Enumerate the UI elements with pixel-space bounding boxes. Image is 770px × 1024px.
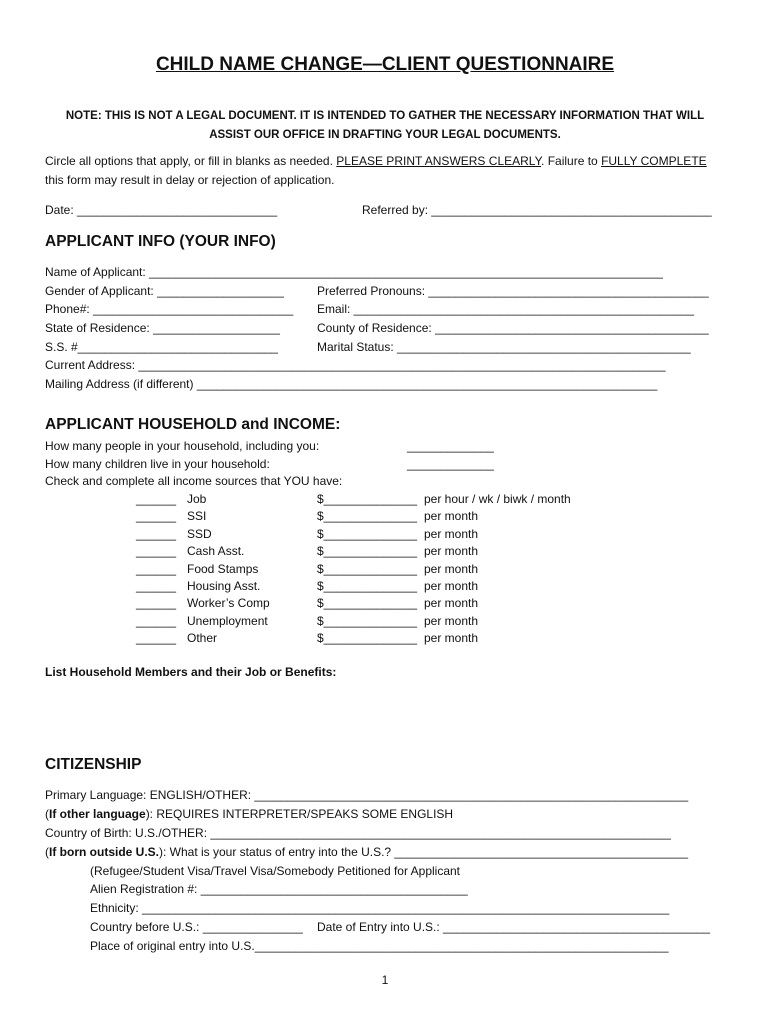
instructions-text-1: Circle all options that apply, or fill in blanks as needed. (45, 154, 337, 168)
instructions-line-2: this form may result in delay or rejection of application. (45, 173, 335, 187)
income-check-blank[interactable]: ______ (136, 631, 177, 645)
applicant-name-field[interactable]: Name of Applicant: _____________________________________________________________________________ (45, 265, 663, 279)
fully-complete-text: FULLY COMPLETE (601, 154, 707, 168)
gender-field[interactable]: Gender of Applicant: ___________________ (45, 284, 284, 298)
instructions-line-1 (45, 155, 707, 167)
date-field[interactable]: Date: ______________________________ (45, 203, 278, 217)
income-amount-blank[interactable]: $______________ (317, 562, 418, 576)
email-field[interactable]: Email: ___________________________________________________ (317, 302, 695, 316)
income-source-label: Other (187, 631, 218, 645)
entry-status-line[interactable]: (If born outside U.S.): What is your status of entry into the U.S.? ____________________________________________ (45, 845, 689, 859)
phone-field[interactable]: Phone#: ______________________________ (45, 302, 294, 316)
income-period-label: per month (424, 579, 479, 593)
income-source-label: Job (187, 492, 207, 506)
legal-note-line-2: ASSIST OUR OFFICE IN DRAFTING YOUR LEGAL DOCUMENTS. (209, 129, 561, 141)
income-period-label: per month (424, 544, 479, 558)
income-check-blank[interactable]: ______ (136, 562, 177, 576)
income-check-blank[interactable]: ______ (136, 509, 177, 523)
ethnicity-field[interactable]: Ethnicity: _______________________________________________________________________________ (90, 901, 670, 915)
alien-registration-field[interactable]: Alien Registration #: ________________________________________ (90, 882, 468, 896)
household-children-question: How many children live in your household: (45, 457, 270, 471)
household-members-label: List Household Members and their Job or Benefits: (45, 665, 337, 679)
country-of-birth-field[interactable]: Country of Birth: U.S./OTHER: _____________________________________________________________________ (45, 826, 671, 840)
household-heading: APPLICANT HOUSEHOLD and INCOME: (45, 416, 341, 433)
income-amount-blank[interactable]: $______________ (317, 614, 418, 628)
income-period-label: per month (424, 631, 479, 645)
income-check-blank[interactable]: ______ (136, 579, 177, 593)
income-source-label: Food Stamps (187, 562, 259, 576)
place-of-entry-field[interactable]: Place of original entry into U.S.______________________________________________________________ (90, 939, 669, 953)
income-amount-blank[interactable]: $______________ (317, 579, 418, 593)
income-source-label: Unemployment (187, 614, 268, 628)
income-period-label: per month (424, 509, 479, 523)
page-number: 1 (381, 973, 389, 987)
primary-language-field[interactable]: Primary Language: ENGLISH/OTHER: _________________________________________________________________ (45, 788, 689, 802)
current-address-field[interactable]: Current Address: _______________________________________________________________________________ (45, 358, 666, 372)
income-source-label: Cash Asst. (187, 544, 245, 558)
entry-status-text: ): What is your status of entry into the U.S.? ____________________________________________ (159, 845, 689, 859)
county-field[interactable]: County of Residence: _________________________________________ (317, 321, 709, 335)
state-field[interactable]: State of Residence: ___________________ (45, 321, 280, 335)
income-check-blank[interactable]: ______ (136, 527, 177, 541)
date-of-entry-field[interactable]: Date of Entry into U.S.: ________________________________________ (317, 920, 711, 934)
legal-note-line-1: NOTE: THIS IS NOT A LEGAL DOCUMENT. IT IS INTENDED TO GATHER THE NECESSARY INFORMATION THAT WILL (65, 110, 705, 122)
income-amount-blank[interactable]: $______________ (317, 596, 418, 610)
income-source-label: Housing Asst. (187, 579, 261, 593)
income-amount-blank[interactable]: $______________ (317, 492, 418, 506)
household-children-blank[interactable]: _____________ (407, 457, 494, 471)
instructions-text-2: . Failure to (541, 154, 602, 168)
income-check-blank[interactable]: ______ (136, 492, 177, 506)
household-people-blank[interactable]: _____________ (407, 439, 494, 453)
income-source-label: SSD (187, 527, 212, 541)
status-options-text: (Refugee/Student Visa/Travel Visa/Somebody Petitioned for Applicant (90, 864, 461, 878)
income-period-label: per month (424, 562, 479, 576)
print-clearly-text: PLEASE PRINT ANSWERS CLEARLY (336, 154, 542, 168)
other-language-line[interactable]: (If other language): REQUIRES INTERPRETER/SPEAKS SOME ENGLISH (45, 807, 454, 821)
income-period-label: per hour / wk / biwk / month (424, 492, 571, 506)
legal-note (60, 107, 710, 145)
income-check-blank[interactable]: ______ (136, 614, 177, 628)
ssn-field[interactable]: S.S. #______________________________ (45, 340, 278, 354)
income-amount-blank[interactable]: $______________ (317, 527, 418, 541)
income-source-label: Worker’s Comp (187, 596, 270, 610)
income-period-label: per month (424, 527, 479, 541)
income-amount-blank[interactable]: $______________ (317, 631, 418, 645)
income-period-label: per month (424, 614, 479, 628)
income-sources-prompt: Check and complete all income sources that YOU have: (45, 474, 343, 488)
income-amount-blank[interactable]: $______________ (317, 509, 418, 523)
other-language-text: ): REQUIRES INTERPRETER/SPEAKS SOME ENGLISH (145, 807, 454, 821)
applicant-info-heading: APPLICANT INFO (YOUR INFO) (45, 233, 276, 250)
income-source-label: SSI (187, 509, 207, 523)
pronouns-field[interactable]: Preferred Pronouns: __________________________________________ (317, 284, 709, 298)
citizenship-heading: CITIZENSHIP (45, 756, 142, 773)
income-check-blank[interactable]: ______ (136, 544, 177, 558)
mailing-address-field[interactable]: Mailing Address (if different) _____________________________________________________________________ (45, 377, 658, 391)
country-before-field[interactable]: Country before U.S.: _______________ (90, 920, 303, 934)
income-check-blank[interactable]: ______ (136, 596, 177, 610)
referred-by-field[interactable]: Referred by: __________________________________________ (362, 203, 712, 217)
income-period-label: per month (424, 596, 479, 610)
household-people-question: How many people in your household, including you: (45, 439, 320, 453)
marital-status-field[interactable]: Marital Status: ____________________________________________ (317, 340, 691, 354)
born-outside-label: If born outside U.S. (49, 845, 159, 859)
form-title: CHILD NAME CHANGE—CLIENT QUESTIONNAIRE (155, 54, 615, 75)
income-amount-blank[interactable]: $______________ (317, 544, 418, 558)
other-language-label: If other language (49, 807, 146, 821)
